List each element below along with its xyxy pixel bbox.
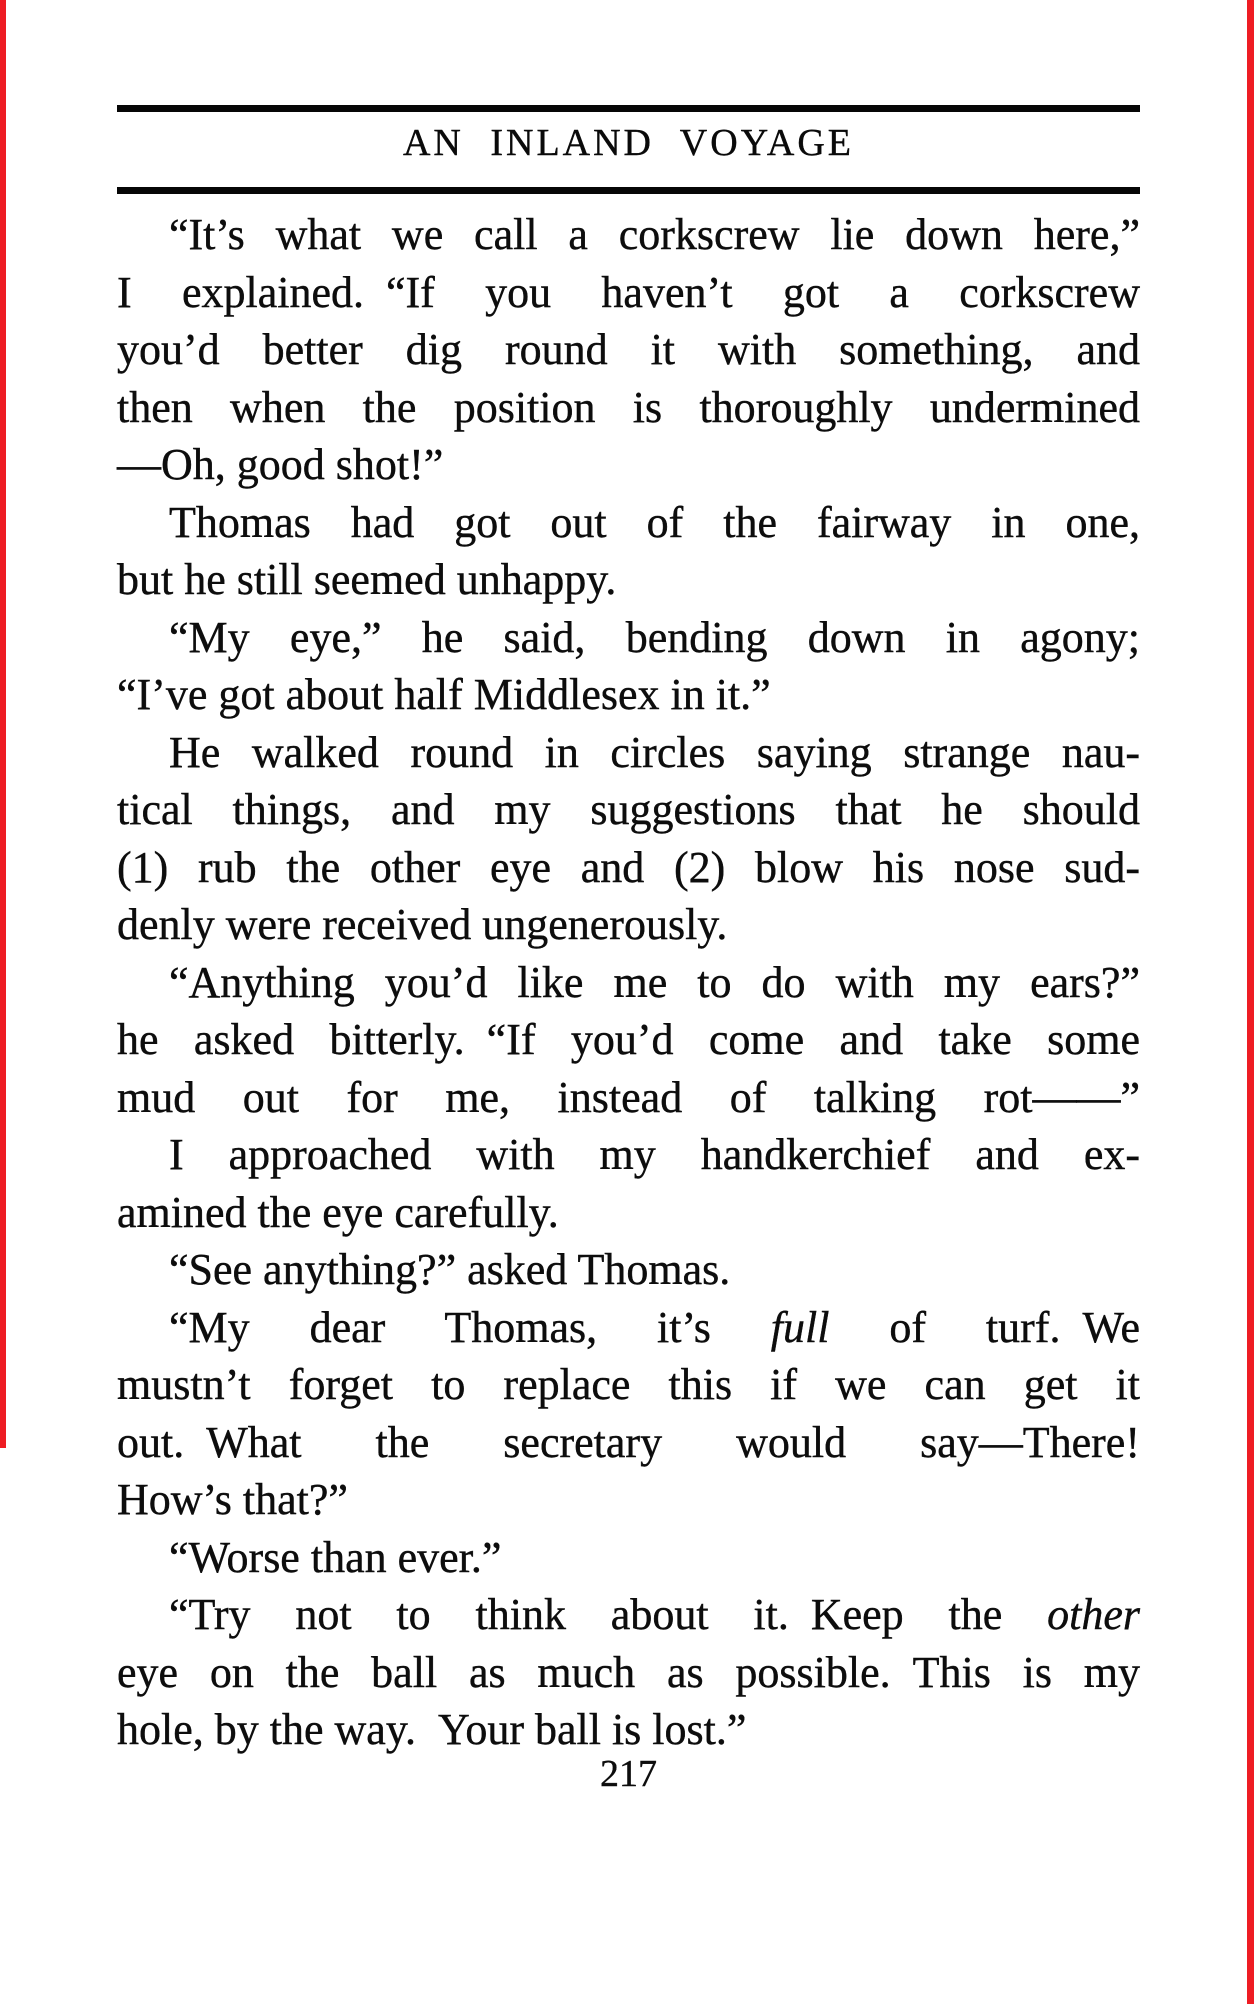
text-line: I explained. “If you haven’t got a corkscrew — [117, 267, 1140, 317]
text-line: “My dear Thomas, it’s full of turf. We — [169, 1302, 1140, 1352]
text-line: “Try not to think about it. Keep the other — [169, 1590, 1140, 1639]
text-line: “See anything?” asked Thomas. — [169, 1245, 731, 1294]
text-line: “Anything you’d like me to do with my ears?” — [169, 957, 1140, 1007]
text-line: hole, by the way. Your ball is lost.” — [117, 1705, 747, 1754]
text-line: mud out for me, instead of talking rot——” — [117, 1072, 1140, 1122]
page-edge-stain-right — [1247, 0, 1254, 2004]
italic-word: full — [770, 1302, 830, 1352]
text-line: “I’ve got about half Middlesex in it.” — [117, 670, 771, 719]
text-line: amined the eye carefully. — [117, 1187, 559, 1237]
text-line: out. What the secretary would say—There! — [117, 1417, 1140, 1467]
text-line: then when the position is thoroughly undermined — [117, 382, 1140, 432]
text-line: He walked round in circles saying strange nau- — [169, 727, 1140, 777]
running-header-title: AN INLAND VOYAGE — [402, 122, 855, 164]
header-rule-bottom — [117, 187, 1140, 194]
text-line: Thomas had got out of the fairway in one, — [169, 497, 1140, 547]
text-line: eye on the ball as much as possible. This is my — [117, 1647, 1140, 1697]
text-line: I approached with my handkerchief and ex- — [169, 1130, 1140, 1179]
text-line: How’s that?” — [117, 1475, 348, 1524]
page-number: 217 — [600, 1753, 657, 1795]
header-rule-top — [117, 105, 1140, 112]
text-line: (1) rub the other eye and (2) blow his nose sud- — [117, 842, 1140, 892]
text-line: he asked bitterly. “If you’d come and take some — [117, 1015, 1140, 1064]
text-line: “Worse than ever.” — [169, 1532, 502, 1582]
italic-word: other — [1047, 1590, 1140, 1639]
text-line: you’d better dig round it with something, and — [117, 325, 1140, 374]
text-line: tical things, and my suggestions that he should — [117, 785, 1140, 834]
text-line: but he still seemed unhappy. — [117, 555, 617, 604]
text-line: denly were received ungenerously. — [117, 900, 728, 949]
text-line: “My eye,” he said, bending down in agony; — [169, 612, 1140, 662]
text-line: —Oh, good shot!” — [117, 440, 444, 489]
page-body-text — [117, 206, 1140, 1759]
text-line: “It’s what we call a corkscrew lie down here,” — [169, 210, 1140, 259]
page-edge-stain-left — [0, 0, 6, 1448]
text-line: mustn’t forget to replace this if we can get it — [117, 1360, 1140, 1409]
